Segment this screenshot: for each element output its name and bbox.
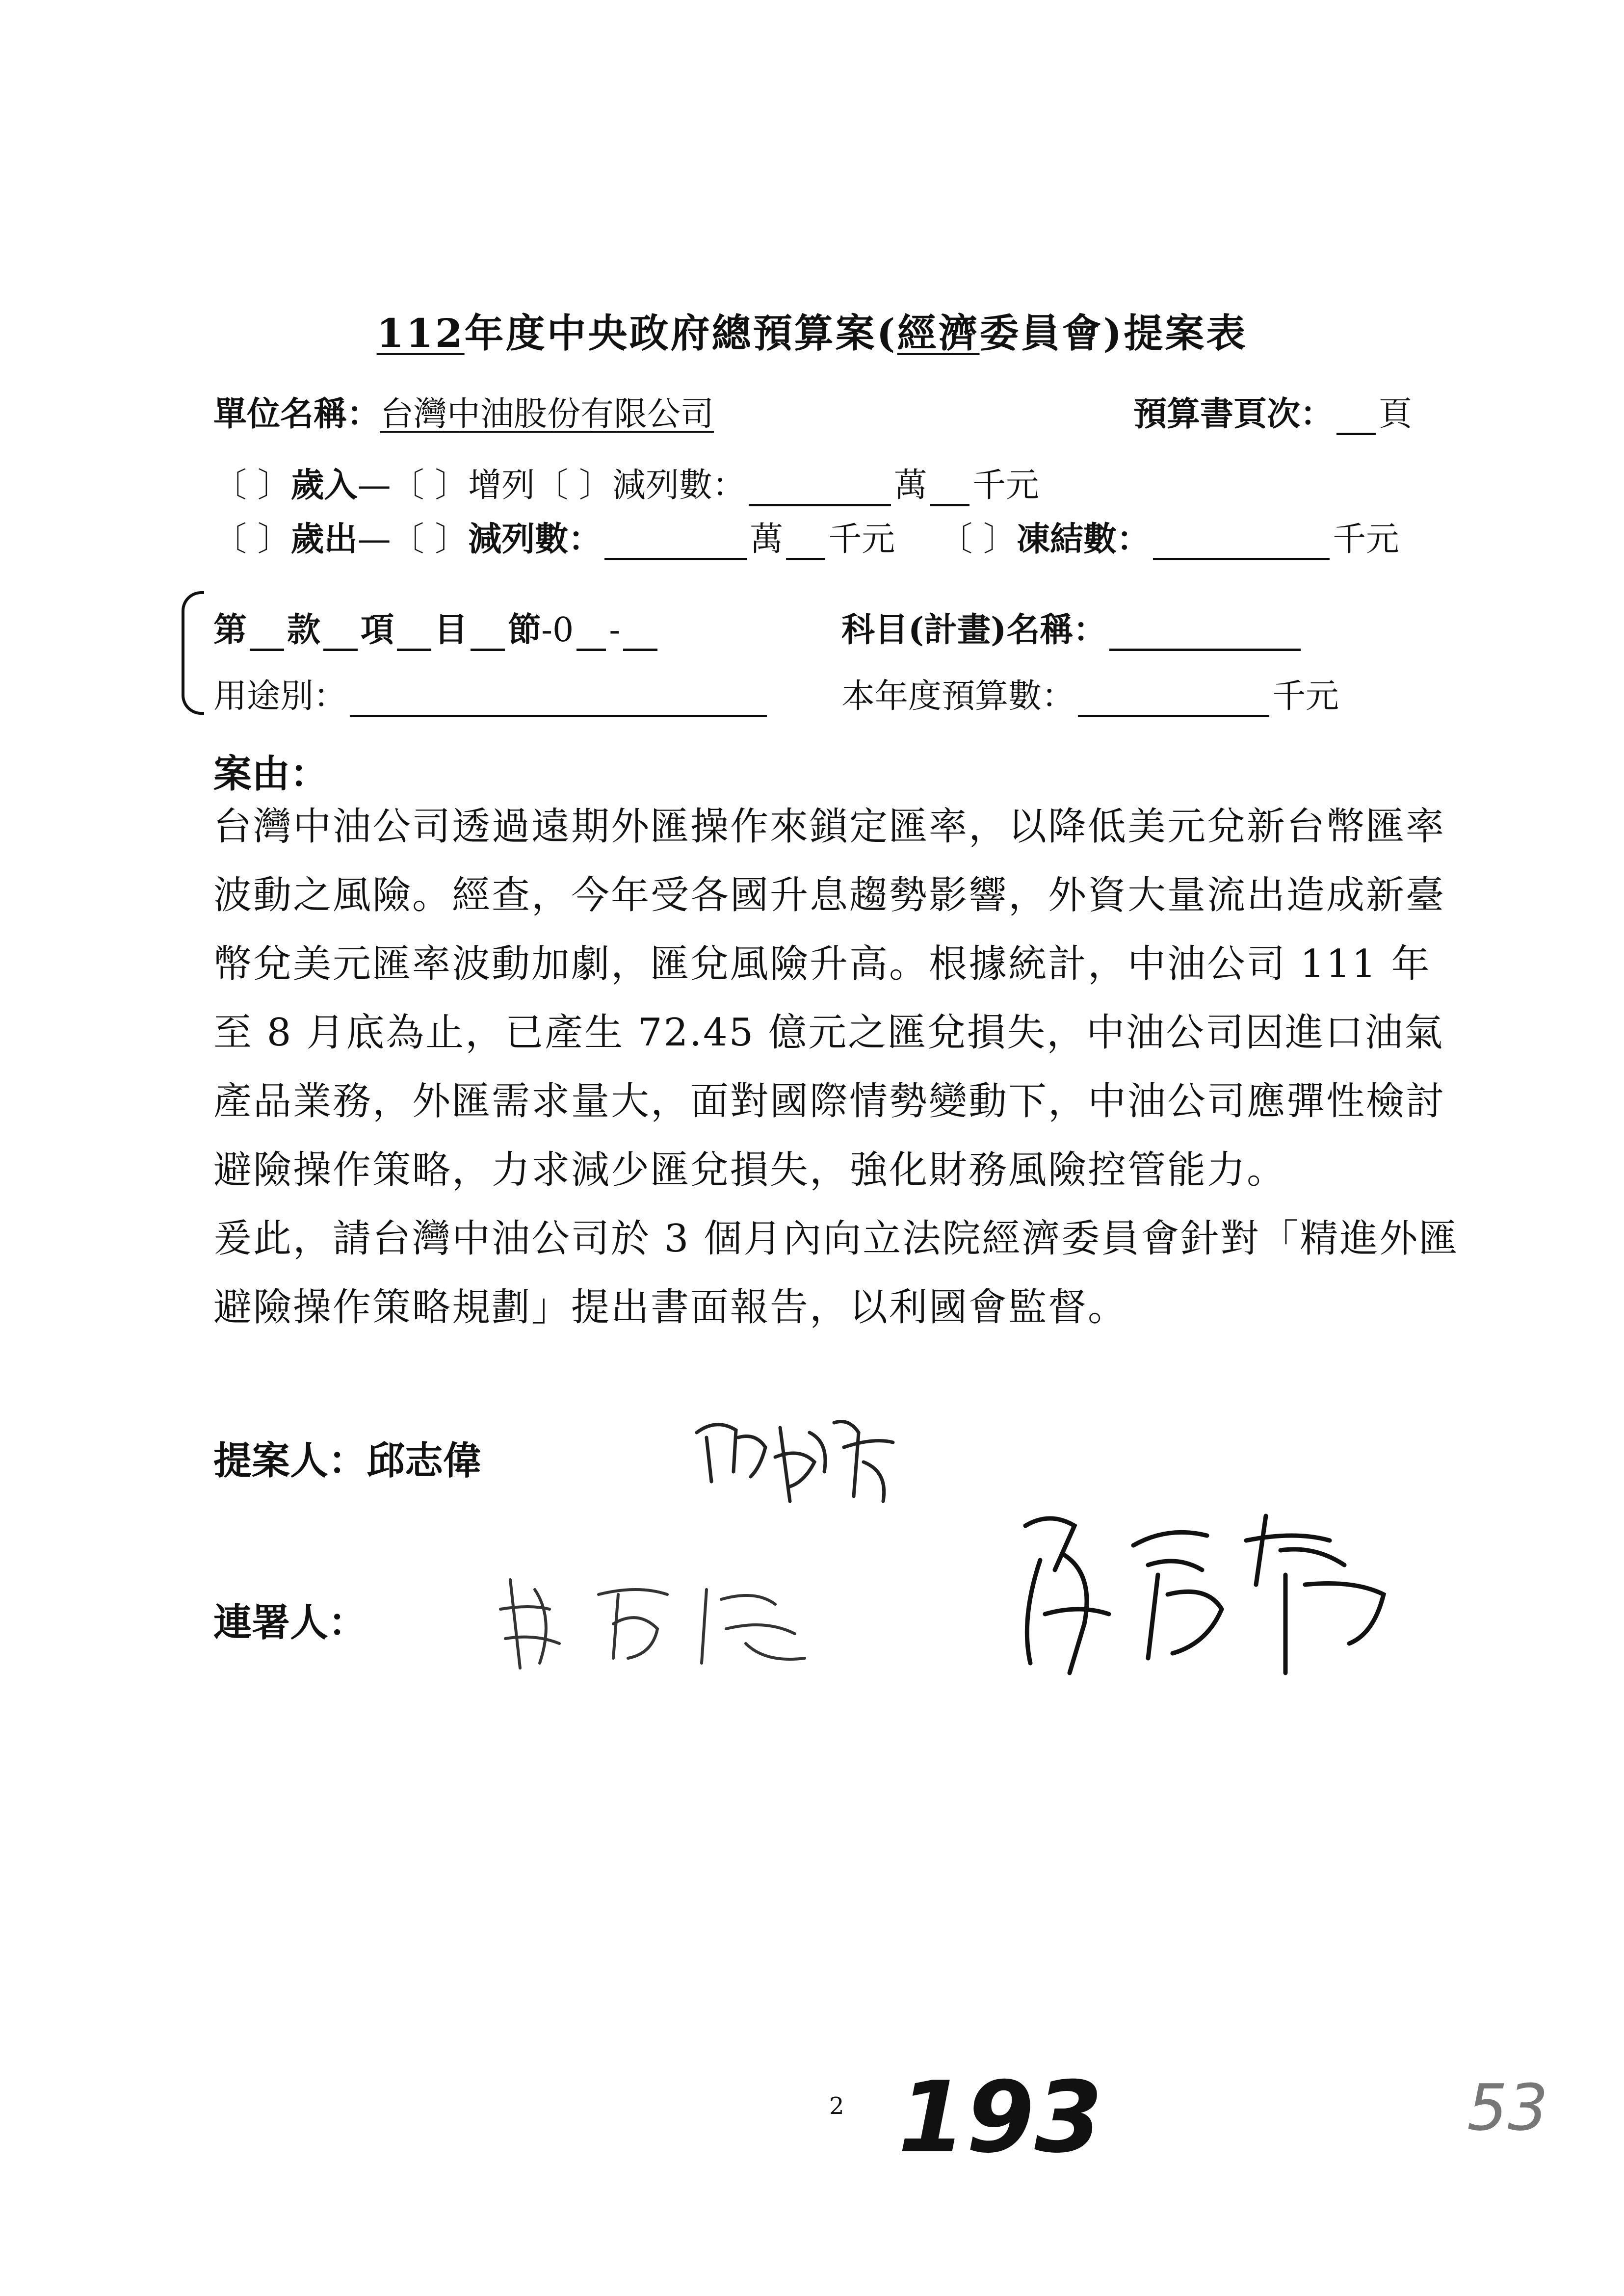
class-di: 第: [213, 610, 247, 650]
title-end: 委員會)提案表: [979, 310, 1248, 356]
handwritten-number: 193: [898, 2061, 1103, 2175]
subject-field: [841, 603, 1304, 651]
title-year: 112: [376, 310, 465, 356]
proposer-label: 提案人：: [213, 1438, 367, 1483]
cosigner-signature-2: [1011, 1496, 1413, 1702]
page-ref-suffix: 頁: [1379, 395, 1413, 434]
class-dash: -: [609, 611, 621, 650]
expenditure-qian-blank: [786, 527, 825, 560]
proposer-line: [213, 1430, 481, 1485]
form-title: [0, 302, 1624, 358]
reason-paragraph-2: 爰此，請台灣中油公司於 3 個月內向立法院經濟委員會針對「精進外匯避險操作策略規劃」提出書面報告，以利國會監督。: [213, 1217, 1459, 1330]
reason-paragraph-1: 台灣中油公司透過遠期外匯操作來鎖定匯率，以降低美元兌新台幣匯率波動之風險。經查，今年受各國升息趨勢影響，外資大量流出造成新臺幣兌美元匯率波動加劇，匯兌風險升高。根據統計，中油公司 111 年至 8 月底為止，已產生 72.45 億元之匯兌損失，中油公司因進口油氣產品業務，外匯需求量大，面對國際情勢變動下，中油公司應彈性檢討避險操作策略，力求減少匯兌損失，強化財務風險控管能力。: [213, 805, 1446, 1192]
revenue-row: [213, 459, 1039, 506]
expenditure-decrease-label: 減列數：: [468, 520, 602, 559]
revenue-checkbox: 〔 〕: [213, 466, 291, 505]
expenditure-checkbox: 〔 〕: [213, 520, 291, 559]
budget-unit: 千元: [1272, 677, 1339, 716]
class-xiang: 項: [361, 610, 394, 650]
class-di-blank: [250, 618, 284, 651]
revenue-wan: 萬: [893, 466, 927, 505]
unit-label: 單位名稱：: [213, 394, 381, 434]
revenue-wan-blank: [749, 473, 891, 506]
revenue-increase-label: 增列: [468, 466, 535, 505]
class-jie-blank: [576, 618, 606, 651]
freeze-unit: 千元: [1332, 520, 1399, 559]
cosigners-label: 連署人：: [213, 1600, 367, 1645]
page-ref: [1133, 388, 1412, 435]
usage-field: [213, 670, 770, 717]
handwritten-small-number: 53: [1467, 2070, 1548, 2145]
title-committee: 經濟: [897, 310, 980, 356]
expenditure-dash: —: [357, 520, 391, 559]
title-middle: 年度中央政府總預算案(: [464, 310, 897, 356]
expenditure-label: 歲出: [290, 520, 358, 559]
budget-field: [841, 670, 1339, 717]
classification-row: [213, 603, 660, 651]
page-ref-label: 預算書頁次：: [1133, 394, 1334, 434]
proposer-name: 邱志偉: [367, 1438, 482, 1483]
proposer-signature: [687, 1403, 913, 1516]
reason-label: 案由：: [213, 752, 329, 796]
reason-body: [213, 792, 1460, 1342]
freeze-checkbox: 〔 〕: [939, 520, 1017, 559]
revenue-dash: —: [357, 466, 391, 505]
unit-row: [213, 388, 714, 435]
usage-label: 用途別：: [213, 677, 347, 716]
page-number: 2: [829, 2092, 844, 2120]
expenditure-wan-blank: [604, 527, 747, 560]
freeze-blank: [1153, 527, 1330, 560]
class-kuan: 款: [287, 610, 321, 650]
freeze-label: 凍結數：: [1016, 520, 1150, 559]
class-kuan-blank: [323, 618, 358, 651]
unit-value: 台灣中油股份有限公司: [380, 395, 714, 434]
revenue-qian-blank: [930, 473, 969, 506]
class-mu-blank: [471, 618, 505, 651]
revenue-label: 歲入: [290, 466, 358, 505]
expenditure-decrease-checkbox: 〔 〕: [391, 520, 469, 559]
class-xiang-blank: [397, 618, 431, 651]
revenue-decrease-label: 減列數：: [612, 466, 746, 505]
budget-blank: [1078, 684, 1269, 717]
budget-label: 本年度預算數：: [841, 677, 1075, 716]
usage-blank: [350, 684, 767, 717]
expenditure-row: [213, 513, 1399, 560]
revenue-decrease-checkbox: 〔 〕: [535, 466, 612, 505]
subject-blank: [1109, 618, 1301, 651]
cosigner-signature-1: [491, 1560, 824, 1683]
page-ref-blank: [1336, 402, 1376, 435]
subject-label: 科目(計畫)名稱：: [841, 610, 1107, 650]
revenue-qian: 千元: [972, 466, 1039, 505]
revenue-increase-checkbox: 〔 〕: [391, 466, 469, 505]
class-jie-value: -0: [541, 611, 574, 650]
classification-brace: [182, 591, 204, 715]
class-sub-blank: [623, 618, 657, 651]
expenditure-qian: 千元: [828, 520, 895, 559]
class-mu: 目: [434, 610, 468, 650]
expenditure-wan: 萬: [750, 520, 784, 559]
class-jie: 節: [508, 610, 542, 650]
